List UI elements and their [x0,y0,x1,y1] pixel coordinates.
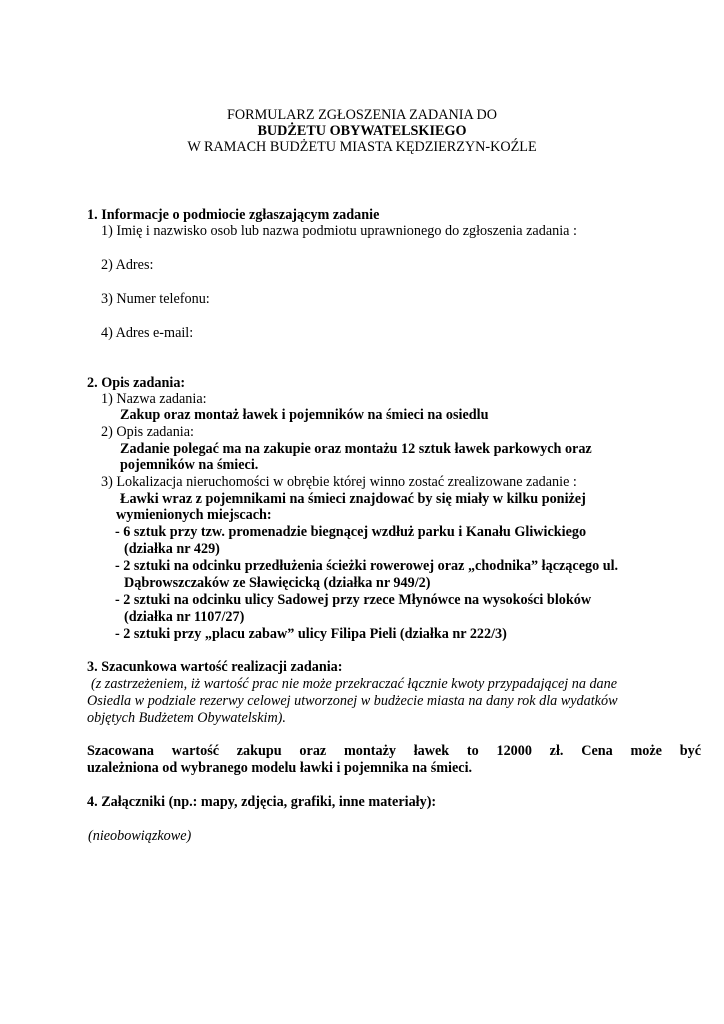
value-note-line-3: objętych Budżetem Obywatelskim). [87,710,286,726]
section-3-heading: 3. Szacunkowa wartość realizacji zadania: [87,659,343,675]
location-intro-line-1: Ławki wraz z pojemnikami na śmieci znajdować by się miały w kilku poniżej [120,491,586,507]
task-description-label: 2) Opis zadania: [101,424,194,440]
location-item: - 2 sztuki na odcinku ulicy Sadowej przy rzece Młynówce na wysokości bloków [115,592,592,608]
location-item: - 6 sztuk przy tzw. promenadzie biegnącej wzdłuż parku i Kanału Gliwickiego [115,524,587,540]
form-title-line-2: BUDŻETU OBYWATELSKIEGO [257,123,467,139]
task-description-line-1: Zadanie polegać ma na zakupie oraz montażu 12 sztuk ławek parkowych oraz [120,441,592,457]
location-label: 3) Lokalizacja nieruchomości w obrębie której winno zostać zrealizowane zadanie : [101,474,577,490]
form-title-line-1: FORMULARZ ZGŁOSZENIA ZADANIA DO [227,107,497,123]
location-item: - 2 sztuki na odcinku przedłużenia ścieżki rowerowej oraz „chodnika” łączącego ul. [115,558,619,574]
location-intro-line-2: wymienionych miejscach: [116,507,272,523]
section-2-heading: 2. Opis zadania: [87,375,186,391]
task-name-value: Zakup oraz montaż ławek i pojemników na śmieci na osiedlu [120,407,489,423]
applicant-name-label: 1) Imię i nazwisko osob lub nazwa podmiotu uprawnionego do zgłoszenia zadania : [101,223,577,239]
address-label: 2) Adres: [101,257,154,273]
phone-label: 3) Numer telefonu: [101,291,210,307]
estimate-line-2: uzależniona od wybranego modelu ławki i pojemnika na śmieci. [87,760,473,776]
email-label: 4) Adres e-mail: [101,325,194,341]
task-name-label: 1) Nazwa zadania: [101,391,207,407]
location-item: (działka nr 1107/27) [124,609,245,625]
section-1-heading: 1. Informacje o podmiocie zgłaszającym zadanie [87,207,380,223]
task-description-line-2: pojemników na śmieci. [120,457,259,473]
estimate-line-1: Szacowana wartość zakupu oraz montaży ławek to 12000 zł. Cena może być [87,743,701,759]
attachments-note: (nieobowiązkowe) [88,828,192,844]
location-item: - 2 sztuki przy „placu zabaw” ulicy Filipa Pieli (działka nr 222/3) [115,626,507,642]
section-4-heading: 4. Załączniki (np.: mapy, zdjęcia, grafiki, inne materiały): [87,794,437,810]
form-title-line-3: W RAMACH BUDŻETU MIASTA KĘDZIERZYN-KOŹLE [187,139,537,155]
value-note-line-1: (z zastrzeżeniem, iż wartość prac nie może przekraczać łącznie kwoty przypadającej na dane [91,676,618,692]
location-item: (działka nr 429) [124,541,220,557]
location-item: Dąbrowszczaków ze Sławięcicką (działka nr 949/2) [124,575,431,591]
value-note-line-2: Osiedla w podziale rezerwy celowej utworzonej w budżecie miasta na dany rok dla wydatków [87,693,618,709]
